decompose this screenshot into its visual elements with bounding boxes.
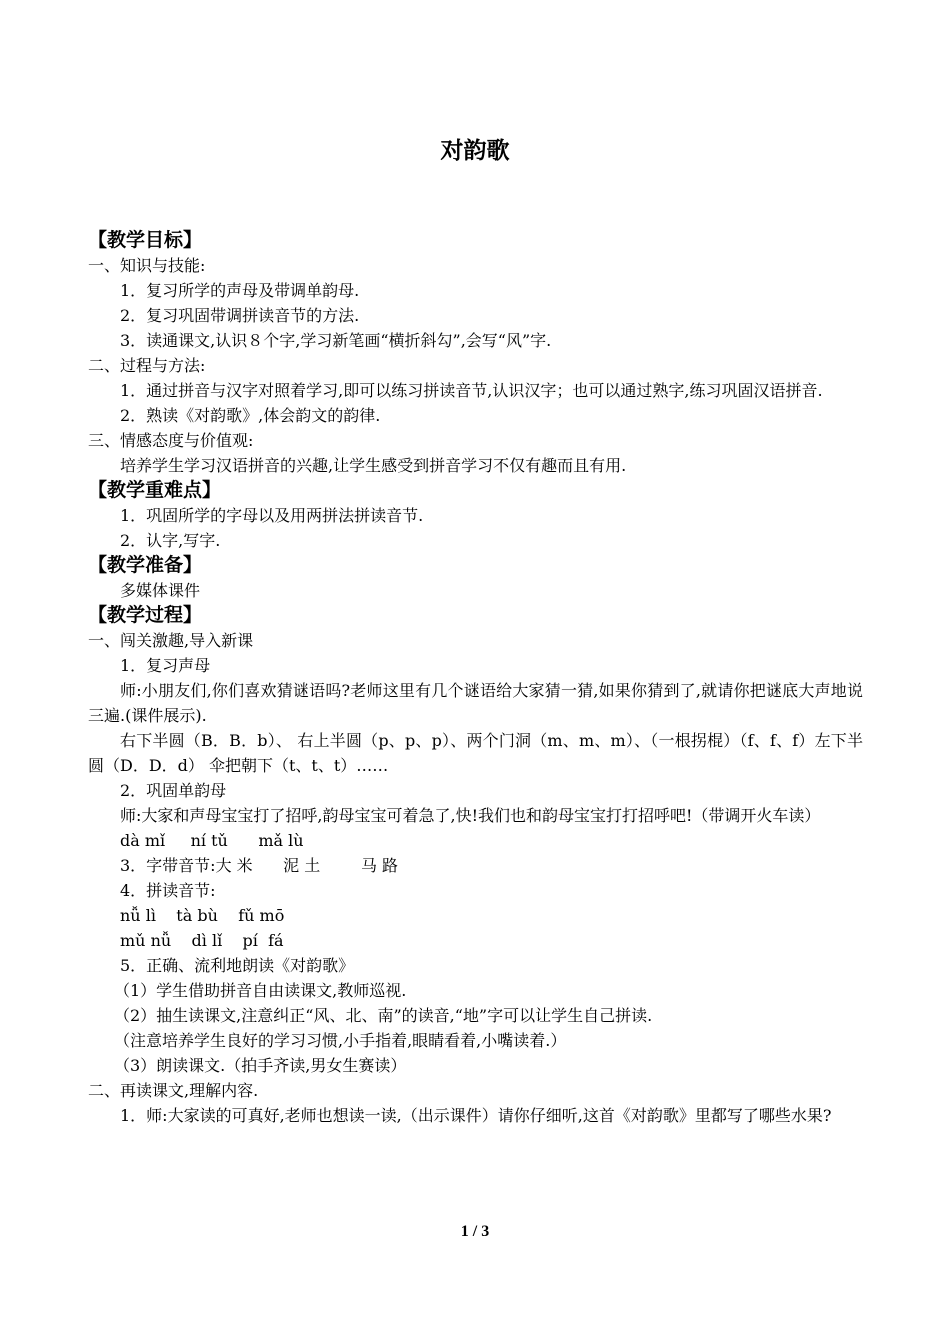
text-line: 培养学生学习汉语拼音的兴趣,让学生感受到拼音学习不仅有趣而且有用. xyxy=(120,456,627,475)
text-line: 右下半圆（B．B．b）、 右上半圆（p、p、p）、两个门洞（m、m、m）、（一根拐棍）（f、f、f）左下半圆（D．D．d） 伞把朝下（t、t、t）…… xyxy=(88,731,863,775)
text-line: 一、知识与技能: xyxy=(88,256,206,275)
text-line: 2．复习巩固带调拼读音节的方法. xyxy=(120,306,360,325)
text-line: 二、再读课文,理解内容. xyxy=(88,1081,259,1100)
text-line: 2．认字,写字. xyxy=(120,531,221,550)
text-line: 2．巩固单韵母 xyxy=(120,781,227,800)
text-line: 4．拼读音节: xyxy=(120,881,216,900)
text-line: 1．复习所学的声母及带调单韵母. xyxy=(120,281,360,300)
text-line: 5．正确、流利地朗读《对韵歌》 xyxy=(120,956,355,975)
section-heading: 【教学准备】 xyxy=(88,554,203,576)
document-body xyxy=(88,228,863,1128)
text-line: dà mǐ ní tǔ mǎ lù xyxy=(120,831,304,850)
text-line: （1）学生借助拼音自由读课文,教师巡视. xyxy=(114,981,407,1000)
document-title: 对韵歌 xyxy=(440,138,510,164)
text-line: 3．读通课文,认识８个字,学习新笔画“横折斜勾”,会写“风”字. xyxy=(120,331,552,350)
text-line: 师:大家和声母宝宝打了招呼,韵母宝宝可着急了,快!我们也和韵母宝宝打打招呼吧!（带调开火车读） xyxy=(120,806,821,825)
text-line: 二、过程与方法: xyxy=(88,356,206,375)
text-line: 1．通过拼音与汉字对照着学习,即可以练习拼读音节,认识汉字；也可以通过熟字,练习巩固汉语拼音. xyxy=(120,381,823,400)
text-line: 2．熟读《对韵歌》,体会韵文的韵律. xyxy=(120,406,381,425)
text-line: 师:小朋友们,你们喜欢猜谜语吗?老师这里有几个谜语给大家猜一猜,如果你猜到了,就请你把谜底大声地说三遍.(课件展示). xyxy=(88,681,863,725)
text-line: mǔ nǚ dì lǐ pí fá xyxy=(120,931,284,950)
text-line: nǚ lì tà bù fǔ mō xyxy=(120,906,285,925)
text-line: 1．复习声母 xyxy=(120,656,211,675)
text-line: 三、情感态度与价值观: xyxy=(88,431,254,450)
text-line: 一、闯关激趣,导入新课 xyxy=(88,631,254,650)
text-line: （3）朗读课文.（拍手齐读,男女生赛读） xyxy=(114,1056,407,1075)
text-line: （2）抽生读课文,注意纠正“风、北、南”的读音,“地”字可以让学生自己拼读. xyxy=(114,1006,653,1025)
text-line: 1．巩固所学的字母以及用两拼法拼读音节. xyxy=(120,506,424,525)
section-heading: 【教学重难点】 xyxy=(88,479,222,501)
section-heading: 【教学目标】 xyxy=(88,229,203,251)
text-line: 多媒体课件 xyxy=(120,581,201,600)
text-line: 1．师:大家读的可真好,老师也想读一读,（出示课件）请你仔细听,这首《对韵歌》里都写了哪些水果? xyxy=(120,1106,832,1125)
section-heading: 【教学过程】 xyxy=(88,604,203,626)
text-line: 3．字带音节:大 米 泥 土 马 路 xyxy=(120,856,399,875)
page-number: 1 / 3 xyxy=(460,1223,490,1240)
text-line: （注意培养学生良好的学习习惯,小手指着,眼睛看着,小嘴读着.） xyxy=(114,1031,567,1050)
